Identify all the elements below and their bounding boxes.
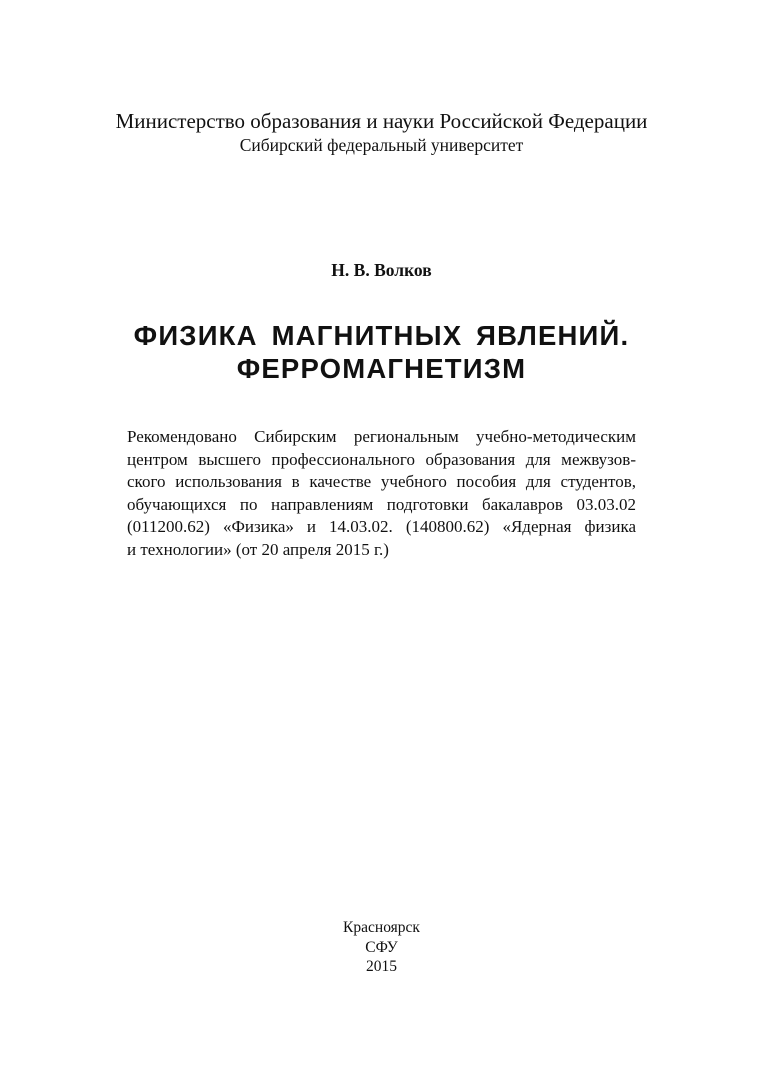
university-name: Сибирский федеральный университет: [239, 135, 524, 155]
publication-year: 2015: [366, 958, 397, 975]
recommendation-line: и технологии» (от 20 апреля 2015 г.): [127, 539, 389, 559]
ministry-name: Министерство образования и науки Российской Федерации: [115, 109, 648, 133]
imprint-block: [0, 918, 763, 977]
recommendation-line: центром высшего профессионального образования для межвузов-: [127, 449, 636, 469]
recommendation-text: [127, 426, 636, 562]
recommendation-line: ского использования в качестве учебного пособия для студентов,: [127, 472, 636, 492]
publisher-name: СФУ: [365, 938, 398, 956]
recommendation-line: (011200.62) «Физика» и 14.03.02. (140800.62) «Ядерная физика: [127, 517, 636, 537]
book-title: [0, 319, 763, 385]
publication-city: Красноярск: [343, 919, 420, 936]
recommendation-line: обучающихся по направлениям подготовки бакалавров 03.03.02: [127, 494, 636, 514]
book-title-line-1: ФИЗИКА МАГНИТНЫХ ЯВЛЕНИЙ.: [133, 320, 630, 351]
author-name: Н. В. Волков: [331, 260, 432, 280]
header-block: [0, 108, 763, 156]
book-title-line-2: ФЕРРОМАГНЕТИЗМ: [236, 353, 527, 384]
recommendation-line: Рекомендовано Сибирским региональным учебно-методическим: [127, 427, 636, 446]
